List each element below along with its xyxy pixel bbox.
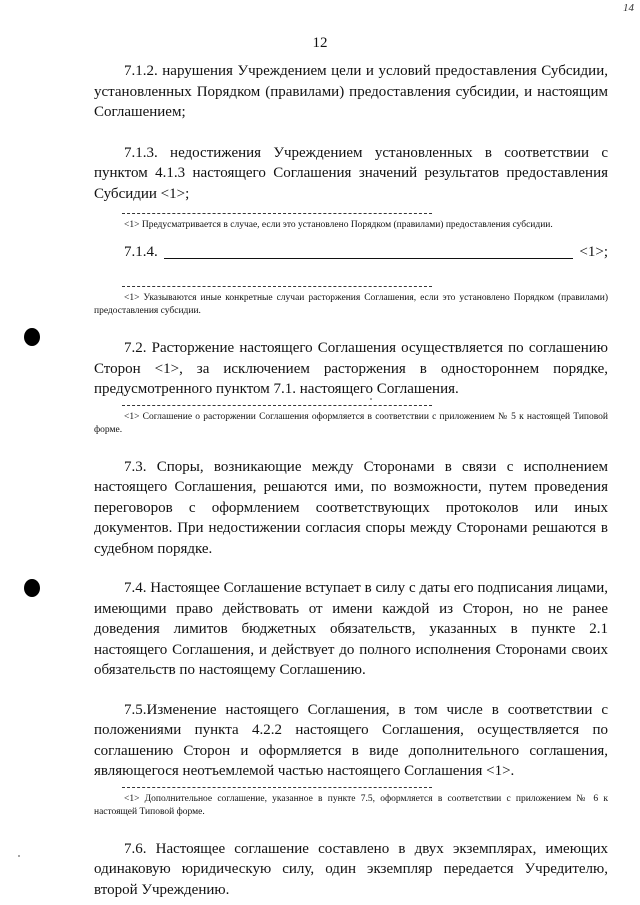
clause-7-2: 7.2. Расторжение настоящего Соглашения осуществляется по соглашению Сторон <1>, за исключением расторжения в одностороннем порядке, предусмотренного пунктом 7.1. настоящего Соглашения.: [94, 340, 608, 397]
footnote-separator: [122, 286, 432, 287]
clause-7-3: 7.3. Споры, возникающие между Сторонами в связи с исполнением настоящего Соглашения, решаются ими, по возможности, путем проведения переговоров с оформлением соответствующих протоколов или иных документов. При недостижении согласия споры между Сторонами решаются в судебном порядке.: [94, 458, 608, 557]
footnote-7-2: <1> Соглашение о расторжении Соглашения оформляется в соответствии с приложением № 5 к настоящей Типовой форме.: [94, 411, 608, 435]
clause-7-4: 7.4. Настоящее Соглашение вступает в силу с даты его подписания лицами, имеющими право действовать от имени каждой из Сторон, но не ранее доведения лимитов бюджетных обязательств, указанных в пункте 2.1 настоящего Соглашения, и действует до полного исполнения Сторонами своих обязательств по настоящему Соглашению.: [94, 580, 608, 678]
punch-hole: [24, 328, 40, 346]
footnote-separator: [122, 213, 432, 214]
document-body: [94, 58, 608, 900]
scan-speck: [18, 855, 20, 857]
punch-hole: [24, 579, 40, 597]
clause-7-1-4-ref: <1>;: [579, 244, 608, 260]
footnote-7-5: <1> Дополнительное соглашение, указанное в пункте 7.5, оформляется в соответствии с приложением № 6 к настоящей Типовой форме.: [94, 793, 608, 817]
page-number: 12: [312, 35, 328, 51]
clause-7-1-3: 7.1.3. недостижения Учреждением установленных в соответствии с пунктом 4.1.3 настоящего Соглашения значений результатов предоставления Субсидии <1>;: [94, 144, 608, 202]
footnote-7-1-4: <1> Указываются иные конкретные случаи расторжения Соглашения, если это установлено Порядком (правилами) предоставления субсидии.: [94, 293, 608, 316]
clause-7-1-4-label: 7.1.4.: [124, 244, 158, 260]
footnote-7-1-3: <1> Предусматривается в случае, если это установлено Порядком (правилами) предоставления субсидии.: [124, 220, 553, 230]
clause-7-5: 7.5.Изменение настоящего Соглашения, в том числе в соответствии с положениями пункта 4.2.2 настоящего Соглашения, осуществляется по соглашению Сторон и оформляется в виде дополнительного соглашения, являющегося неотъемлемой частью настоящего Соглашения <1>.: [94, 701, 608, 779]
clause-7-6: 7.6. Настоящее соглашение составлено в двух экземплярах, имеющих одинаковую юридическую силу, один экземпляр передается Учредителю, второй Учреждению.: [94, 840, 608, 898]
footnote-separator: [122, 787, 432, 788]
handwritten-page-mark: 14: [623, 2, 634, 14]
clause-7-1-2: 7.1.2. нарушения Учреждением цели и условий предоставления Субсидии, установленных Порядком (правилами) предоставления субсидии, и настоящим Соглашением;: [94, 63, 608, 120]
fill-in-blank-line: [164, 242, 574, 259]
footnote-separator: [122, 405, 432, 406]
clause-7-1-4: [94, 242, 608, 262]
